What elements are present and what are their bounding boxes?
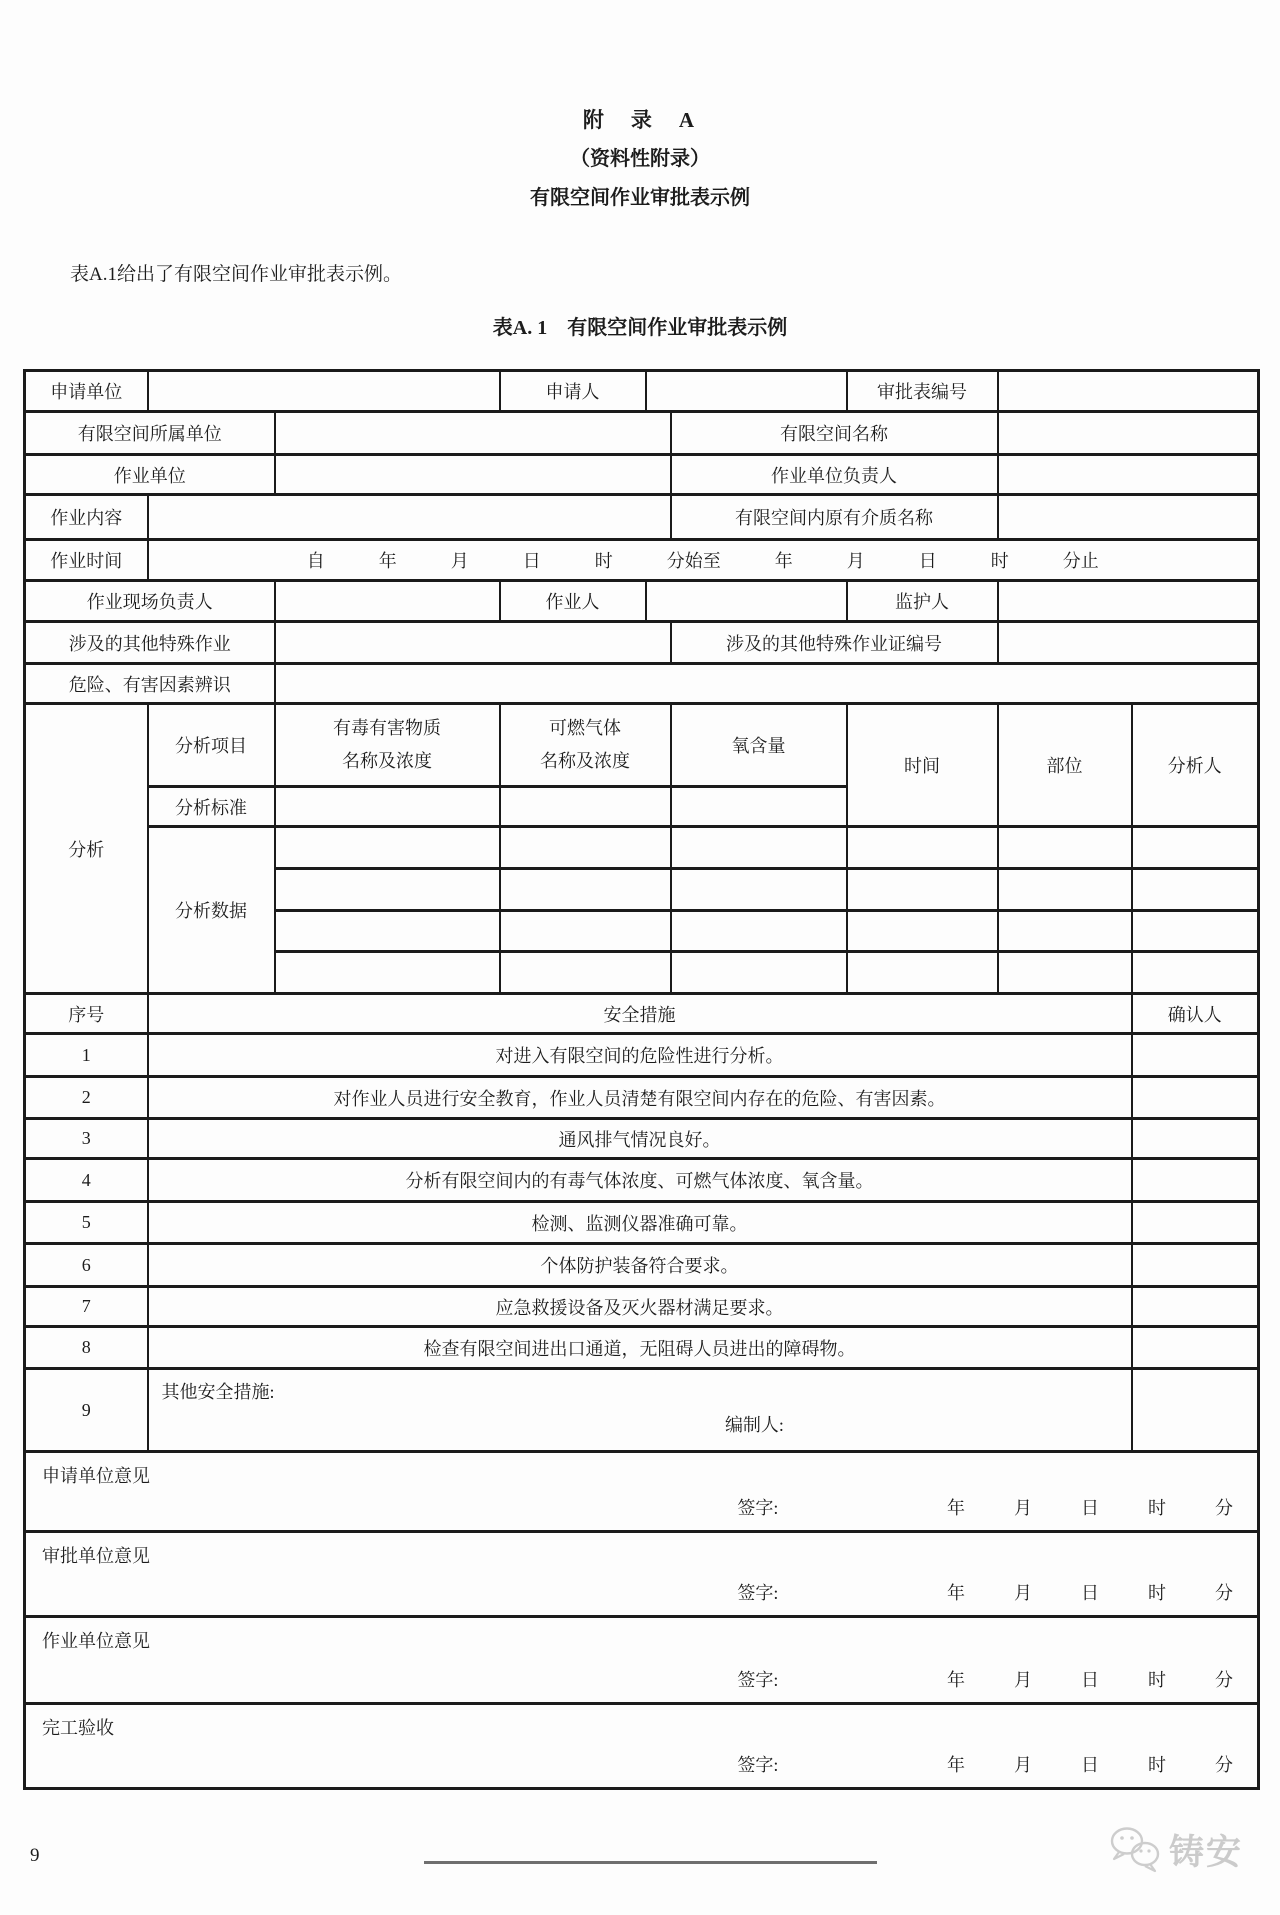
date-units (947, 1751, 1241, 1777)
opinion-label: 作业单位意见 (42, 1630, 150, 1651)
confirmer-input (1132, 1159, 1259, 1202)
blank-cell (671, 869, 847, 911)
appendix-label: 附 录 A (582, 108, 698, 132)
approval-no-input (998, 371, 1259, 412)
blank-cell (671, 952, 847, 994)
analysis-header-row (25, 704, 1259, 787)
safety-item-no: 9 (25, 1369, 148, 1452)
blank-cell (847, 869, 998, 911)
blank-cell (847, 911, 998, 952)
table-row (25, 581, 1259, 622)
sign-label: 签字: (737, 1582, 779, 1603)
hazard-identification-label: 危险、有害因素辨识 (25, 664, 275, 704)
safety-item-row (25, 1034, 1259, 1077)
date-unit: 日 (1081, 1754, 1099, 1775)
blank-cell (500, 869, 671, 911)
logo-text: 铸安 (1169, 1833, 1244, 1872)
blank-cell (1132, 952, 1259, 994)
site-leader-label: 作业现场负责人 (25, 581, 275, 622)
table-row (25, 664, 1259, 704)
opinion-section (25, 1452, 1259, 1532)
work-unit-leader-input (998, 455, 1259, 495)
date-unit: 日 (1081, 1497, 1099, 1518)
safety-item-no: 7 (25, 1287, 148, 1327)
other-safety-measures-cell (148, 1369, 1132, 1452)
opinion-label: 申请单位意见 (42, 1465, 150, 1486)
flammable-gas-header: 可燃气体 名称及浓度 (500, 704, 671, 787)
hazard-identification-input (275, 664, 1259, 704)
safety-item-no: 1 (25, 1034, 148, 1077)
analysis-item-label: 分析项目 (148, 704, 275, 787)
approval-no-label: 审批表编号 (847, 371, 998, 412)
analysis-title: 分析 (25, 704, 148, 994)
blank-cell (1132, 827, 1259, 869)
compiler-label: 编制人: (724, 1414, 784, 1435)
opinion-row (25, 1452, 1259, 1532)
opinion-section (25, 1617, 1259, 1704)
confirmer-input (1132, 1034, 1259, 1077)
work-unit-input (275, 455, 671, 495)
date-unit: 日 (1081, 1582, 1099, 1603)
safety-item-row (25, 1287, 1259, 1327)
analysis-data-label: 分析数据 (148, 827, 275, 994)
date-units (947, 1666, 1241, 1692)
site-leader-input (275, 581, 500, 622)
safety-item-text: 通风排气情况良好。 (148, 1119, 1132, 1159)
blank-cell (500, 911, 671, 952)
safety-item-row (25, 1119, 1259, 1159)
special-work-label: 涉及的其他特殊作业 (25, 622, 275, 664)
page-number: 9 (30, 1845, 40, 1866)
footer-divider (424, 1861, 877, 1864)
date-unit: 年 (947, 1754, 965, 1775)
table-row (25, 540, 1259, 581)
opinion-row (25, 1617, 1259, 1704)
safety-item-text: 分析有限空间内的有毒气体浓度、可燃气体浓度、氧含量。 (148, 1159, 1132, 1202)
appendix-title: 有限空间作业审批表示例 (530, 187, 750, 209)
space-name-input (998, 412, 1259, 455)
opinion-row (25, 1532, 1259, 1617)
blank-cell (275, 827, 500, 869)
blank-cell (500, 827, 671, 869)
blank-cell (275, 952, 500, 994)
guardian-input (998, 581, 1259, 622)
opinion-label: 完工验收 (42, 1717, 114, 1738)
safety-item-text: 应急救援设备及灭火器材满足要求。 (148, 1287, 1132, 1327)
special-work-cert-no-input (998, 622, 1259, 664)
work-unit-leader-label: 作业单位负责人 (671, 455, 998, 495)
table-row (25, 455, 1259, 495)
space-owner-unit-label: 有限空间所属单位 (25, 412, 275, 455)
table-caption: 表A. 1 有限空间作业审批表示例 (492, 317, 788, 339)
date-unit: 时 (1148, 1582, 1166, 1603)
blank-cell (275, 869, 500, 911)
seq-header: 序号 (25, 994, 148, 1034)
space-name-label: 有限空间名称 (671, 412, 998, 455)
intro-text: 表A.1给出了有限空间作业审批表示例。 (70, 264, 402, 285)
oxygen-header: 氧含量 (671, 704, 847, 787)
work-time-value: 自 年 月 日 时 分始至 年 月 日 时 分止 (148, 540, 1259, 581)
work-time-label: 作业时间 (25, 540, 148, 581)
applicant-unit-input (148, 371, 500, 412)
part-header: 部位 (998, 704, 1132, 827)
safety-item-row (25, 1369, 1259, 1452)
applicant-input (646, 371, 847, 412)
safety-item-row (25, 1202, 1259, 1244)
sign-label: 签字: (737, 1754, 779, 1775)
safety-item-row (25, 1159, 1259, 1202)
date-unit: 分 (1215, 1754, 1233, 1775)
work-content-label: 作业内容 (25, 495, 148, 540)
confirmer-input (1132, 1244, 1259, 1287)
space-owner-unit-input (275, 412, 671, 455)
date-unit: 年 (947, 1582, 965, 1603)
confirmer-input (1132, 1077, 1259, 1119)
confirmer-input (1132, 1369, 1259, 1452)
confirmer-input (1132, 1119, 1259, 1159)
opinion-section (25, 1704, 1259, 1789)
safety-item-no: 3 (25, 1119, 148, 1159)
table-row (25, 412, 1259, 455)
date-unit: 时 (1148, 1497, 1166, 1518)
applicant-unit-label: 申请单位 (25, 371, 148, 412)
date-units (947, 1579, 1241, 1605)
sign-label: 签字: (737, 1497, 779, 1518)
safety-item-no: 6 (25, 1244, 148, 1287)
appendix-type: （资料性附录） (570, 148, 710, 170)
toxic-substance-header: 有毒有害物质 名称及浓度 (275, 704, 500, 787)
blank-cell (998, 911, 1132, 952)
opinion-label: 审批单位意见 (42, 1545, 150, 1566)
wechat-icon (1106, 1824, 1164, 1876)
date-unit: 分 (1215, 1669, 1233, 1690)
blank-cell (275, 911, 500, 952)
safety-item-text: 个体防护装备符合要求。 (148, 1244, 1132, 1287)
blank-cell (500, 787, 671, 827)
date-unit: 日 (1081, 1669, 1099, 1690)
blank-cell (998, 827, 1132, 869)
safety-item-text: 对作业人员进行安全教育，作业人员清楚有限空间内存在的危险、有害因素。 (148, 1077, 1132, 1119)
special-work-input (275, 622, 671, 664)
worker-input (646, 581, 847, 622)
time-header: 时间 (847, 704, 998, 827)
date-unit: 月 (1014, 1497, 1032, 1518)
date-unit: 分 (1215, 1582, 1233, 1603)
confirmer-header: 确认人 (1132, 994, 1259, 1034)
table-row (25, 622, 1259, 664)
blank-cell (500, 952, 671, 994)
date-unit: 年 (947, 1669, 965, 1690)
blank-cell (671, 787, 847, 827)
special-work-cert-no-label: 涉及的其他特殊作业证编号 (671, 622, 998, 664)
original-medium-input (998, 495, 1259, 540)
appendix-header (0, 0, 1280, 218)
blank-cell (275, 787, 500, 827)
date-unit: 月 (1014, 1754, 1032, 1775)
work-unit-label: 作业单位 (25, 455, 275, 495)
worker-label: 作业人 (500, 581, 646, 622)
safety-item-no: 2 (25, 1077, 148, 1119)
blank-cell (671, 911, 847, 952)
other-safety-measures-label: 其他安全措施: (161, 1381, 275, 1402)
date-unit: 时 (1148, 1754, 1166, 1775)
confirmer-input (1132, 1202, 1259, 1244)
safety-item-no: 8 (25, 1327, 148, 1369)
safety-item-no: 5 (25, 1202, 148, 1244)
safety-item-text: 检查有限空间进出口通道，无阻碍人员进出的障碍物。 (148, 1327, 1132, 1369)
analysis-standard-label: 分析标准 (148, 787, 275, 827)
safety-item-no: 4 (25, 1159, 148, 1202)
confirmer-input (1132, 1327, 1259, 1369)
safety-measures-header: 安全措施 (148, 994, 1132, 1034)
applicant-label: 申请人 (500, 371, 646, 412)
analyst-header: 分析人 (1132, 704, 1259, 827)
safety-item-text: 检测、监测仪器准确可靠。 (148, 1202, 1132, 1244)
blank-cell (671, 827, 847, 869)
watermark-logo (1106, 1824, 1243, 1876)
sign-label: 签字: (737, 1669, 779, 1690)
blank-cell (847, 952, 998, 994)
analysis-data-row (25, 827, 1259, 869)
date-unit: 时 (1148, 1669, 1166, 1690)
table-row (25, 495, 1259, 540)
blank-cell (847, 827, 998, 869)
blank-cell (998, 869, 1132, 911)
blank-cell (1132, 911, 1259, 952)
guardian-label: 监护人 (847, 581, 998, 622)
opinion-row (25, 1704, 1259, 1789)
date-unit: 月 (1014, 1582, 1032, 1603)
approval-form-table (23, 369, 1260, 1790)
date-units (947, 1494, 1241, 1520)
original-medium-label: 有限空间内原有介质名称 (671, 495, 998, 540)
table-row (25, 371, 1259, 412)
work-content-input (148, 495, 671, 540)
safety-item-row (25, 1077, 1259, 1119)
date-unit: 分 (1215, 1497, 1233, 1518)
opinion-section (25, 1532, 1259, 1617)
confirmer-input (1132, 1287, 1259, 1327)
safety-item-text: 对进入有限空间的危险性进行分析。 (148, 1034, 1132, 1077)
safety-header-row (25, 994, 1259, 1034)
date-unit: 月 (1014, 1669, 1032, 1690)
date-unit: 年 (947, 1497, 965, 1518)
blank-cell (1132, 869, 1259, 911)
safety-item-row (25, 1327, 1259, 1369)
safety-item-row (25, 1244, 1259, 1287)
blank-cell (998, 952, 1132, 994)
